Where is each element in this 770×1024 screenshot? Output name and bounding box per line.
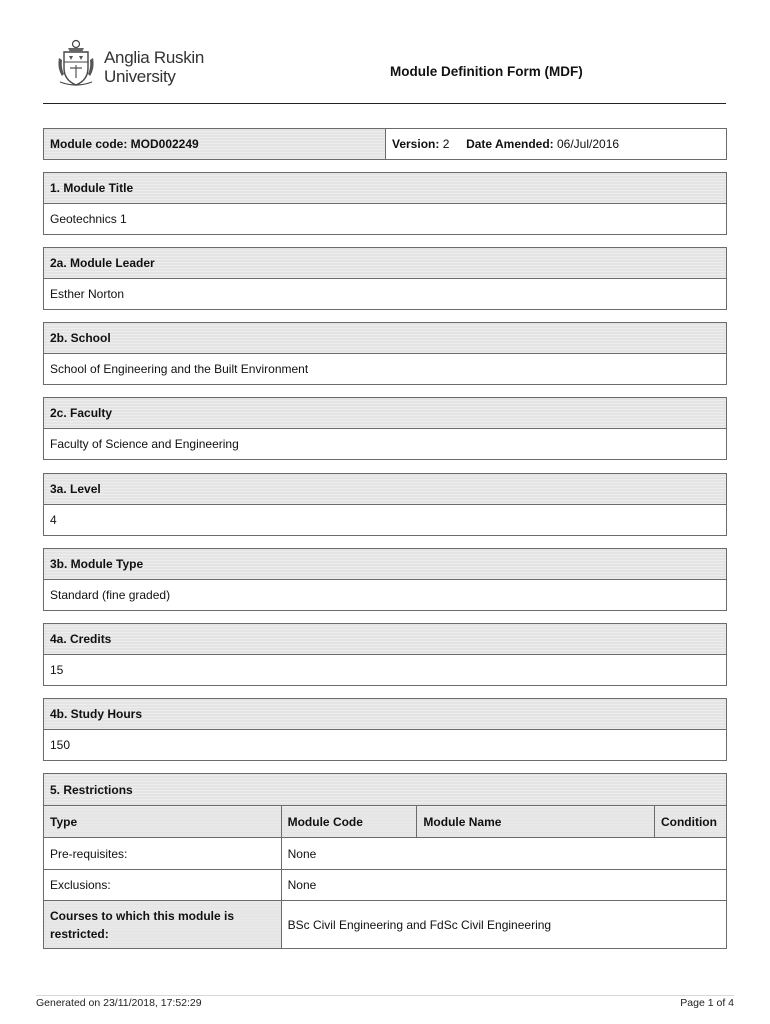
generated-timestamp: Generated on 23/11/2018, 17:52:29 <box>36 997 202 1009</box>
section-value: 150 <box>50 738 71 752</box>
page-header <box>43 38 726 104</box>
table-header-row <box>44 806 727 838</box>
section-heading: 2a. Module Leader <box>44 248 726 279</box>
restriction-type: Exclusions: <box>44 870 282 901</box>
restriction-value: None <box>281 870 726 901</box>
section-heading: 4b. Study Hours <box>44 699 726 730</box>
form-title: Module Definition Form (MDF) <box>390 64 583 79</box>
section-value: Standard (fine graded) <box>50 588 171 602</box>
section-value: Geotechnics 1 <box>50 212 127 226</box>
column-header: Condition <box>654 806 726 838</box>
restrictions-table <box>43 805 727 949</box>
section-value: 15 <box>50 663 64 677</box>
restriction-value: None <box>281 838 726 870</box>
column-header: Module Code <box>281 806 417 838</box>
section-heading: 2c. Faculty <box>44 398 726 429</box>
section-study-hours <box>43 698 727 761</box>
table-row <box>44 870 727 901</box>
section-heading: 3a. Level <box>44 474 726 505</box>
section-faculty <box>43 397 727 460</box>
column-header: Module Name <box>417 806 655 838</box>
section-module-title <box>43 172 727 235</box>
page-number: Page 1 of 4 <box>680 997 734 1009</box>
section-value: School of Engineering and the Built Environment <box>50 362 309 376</box>
module-code-bar <box>43 128 727 160</box>
section-module-type <box>43 548 727 611</box>
footer-divider <box>36 995 734 996</box>
section-credits <box>43 623 727 686</box>
restriction-type: Pre-requisites: <box>44 838 282 870</box>
date-value: 06/Jul/2016 <box>557 137 620 151</box>
logo-line-1: Anglia Ruskin <box>104 48 205 67</box>
restrictions-heading: 5. Restrictions <box>43 773 727 806</box>
crest-icon <box>56 38 96 88</box>
section-heading: 4a. Credits <box>44 624 726 655</box>
section-heading: 3b. Module Type <box>44 549 726 580</box>
version-date <box>392 137 619 151</box>
logo-line-2: University <box>104 67 176 86</box>
section-heading: 2b. School <box>44 323 726 354</box>
column-header: Type <box>44 806 282 838</box>
section-level <box>43 473 727 536</box>
section-value: Faculty of Science and Engineering <box>50 437 239 451</box>
section-heading: 1. Module Title <box>44 173 726 204</box>
date-label: Date Amended: <box>466 137 554 151</box>
module-code: Module code: MOD002249 <box>44 129 386 159</box>
table-row <box>44 838 727 870</box>
restriction-type: Courses to which this module is restricted: <box>44 901 282 949</box>
section-value: Esther Norton <box>50 287 125 301</box>
section-value: 4 <box>50 513 57 527</box>
table-row <box>44 901 727 949</box>
version-value: 2 <box>442 137 450 151</box>
university-logo <box>56 38 236 90</box>
section-module-leader <box>43 247 727 310</box>
restriction-value: BSc Civil Engineering and FdSc Civil Engineering <box>281 901 726 949</box>
section-school <box>43 322 727 385</box>
version-label: Version: <box>392 137 440 151</box>
